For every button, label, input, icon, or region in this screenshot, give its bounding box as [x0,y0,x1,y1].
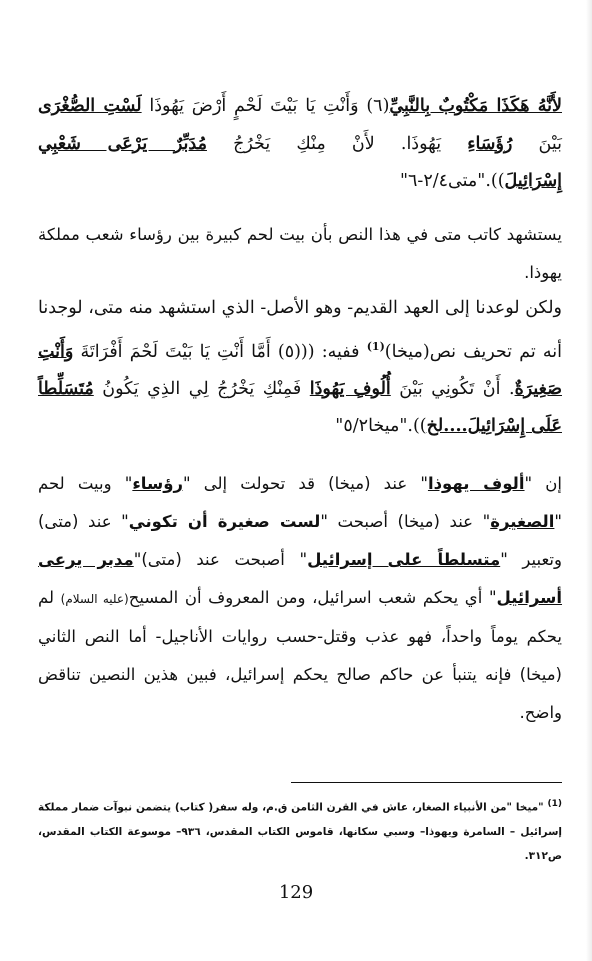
footnote-marker: (1) [547,799,562,809]
underlined-phrase: ألوف يهوذا [427,474,525,493]
bold-phrase: لست صغيرة أن تكوني [128,512,321,531]
underlined-phrase: رؤساء [132,474,183,493]
underlined-phrase: مُتَسَلِّطاً عَلَى إِسْرَائِيلَ....لخ [38,378,562,437]
underlined-phrase: مُدَبِّرٌ يَرْعَى شَعْبِي إِسْرَائِيلَ [38,133,562,191]
commentary-paragraph: يستشهد كاتب متى في هذا النص بأن بيت لحم كبيرة بين رؤساء شعب مملكة يهوذا. [38,225,562,282]
underlined-phrase: متسلطاً على إسرائيل [307,550,501,569]
underlined-phrase: لَسْتِ الصُّغْرَى [38,96,142,116]
page-number: 129 [278,882,314,903]
quoted-verse-micah: ولكن لوعدنا إلى العهد القديم- وهو الأصل- الذي استشهد منه متى، لوجدنا أنه تم تحريف نص(ميخا)$^{(1)}$ ففيه: (((٥) أَمَّا أَنْتِ يَا بَيْتَ لَحْمَ أَفْرَاتَةَ وَأَنْتِ صَغِيرَةٌ. أَنْ تَكُونِي بَيْنَ أُلُوفِ يَهُوذَا فَمِنْكِ يَخْرُجُ لِي الذِي يَكُونُ مُتَسَلِّطاً عَلَى إِسْرَائِيلَ....لخ))."ميخا٥/٢" [38,298,562,437]
footnote-separator [291,782,562,783]
footnote: $^{(1)}$ "ميخا "من الأنبياء الصغار، عاش في القرن الثامن ق.م، وله سفر( كتاب) يتضمن نبوآت ضمار مملكة إسرائيل – السامرة ويهوذا– وسبي سكانها، قاموس الكتاب المقدس، ٩٣٦– موسوعة الكتاب المقدس، ص٣١٢. [38,799,563,862]
underlined-phrase: مدبر يرعى أسرائيل [38,550,563,607]
quoted-verse-matthew: لأَنَّهُ هَكَذَا مَكْتُوبٌ بِالنَّبِيِّ(٦) وَأَنْتِ يَا بَيْتَ لَحْمٍ أَرْضَ يَهُوذَا لَسْتِ الصُّغْرَى بَيْنَ رُؤَسَاءِ يَهُوذَا. لأَنْ مِنْكِ يَخْرُجُ مُدَبِّرٌ يَرْعَى شَعْبِي إِسْرَائِيلَ))."متى٢/٤-٦" [38,96,562,191]
underlined-phrase: أُلُوفِ يَهُوذَا [309,378,391,399]
underlined-phrase: لأَنَّهُ هَكَذَا مَكْتُوبٌ بِالنَّبِيِّ [389,96,562,116]
underlined-phrase: رُؤَسَاءِ [467,133,513,154]
honorific: (عليه السلام) [60,592,129,606]
footnote-reference: (1) [366,339,385,353]
underlined-phrase: وَأَنْتِ صَغِيرَةٌ [38,341,562,399]
page-edge-shadow [586,0,592,961]
analysis-paragraph: إن "ألوف يهوذا" عند (ميخا) قد تحولت إلى "رؤساء" وبيت لحم "الصغيرة" عند (ميخا) أصبحت "لست صغيرة أن تكوني" عند (متى) وتعبير "متسلطاً على إسرائيل" أصبحت عند (متى)"مدبر يرعى أسرائيل" أي يحكم شعب اسرائيل، ومن المعروف أن المسيح(عليه السلام) لم يحكم يوماً واحداً، فهو عذب وقتل-حسب روايات الأناجيل- أما النص الثاني (ميخا) فإنه يتنبأ عن حاكم صالح يحكم إسرائيل، فبين هذين النصين تناقض واضح. [38,474,563,722]
underlined-phrase: الصغيرة [490,512,555,531]
